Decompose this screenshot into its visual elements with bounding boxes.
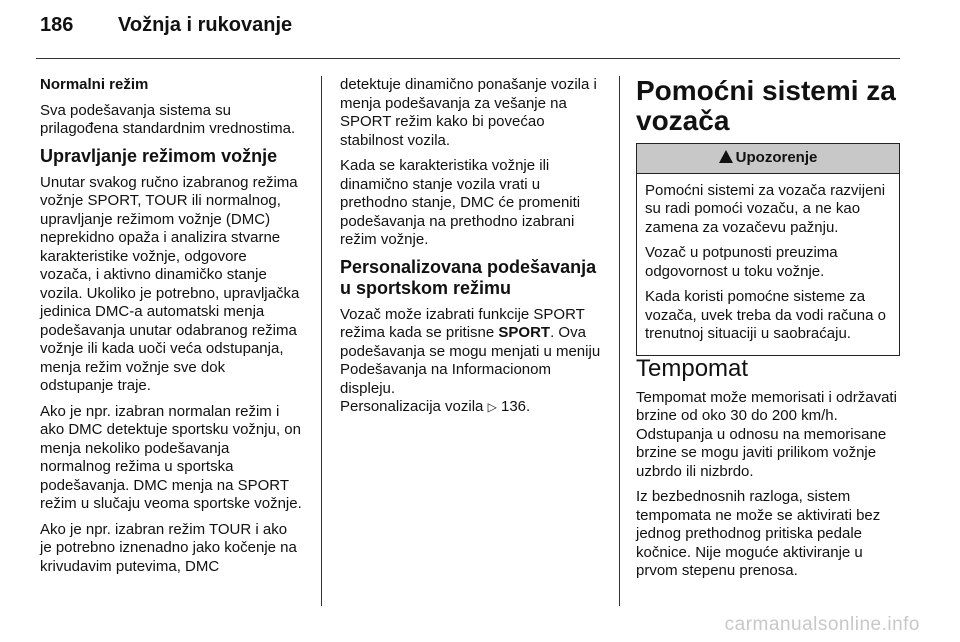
driver-assistance-title: Pomoćni sistemi za vozača: [636, 75, 896, 136]
page-reference-icon: ▷: [487, 400, 497, 414]
sport-personalization-text: Vozač može izabrati funkcije SPORT režima kada se pritisne SPORT. Ova podešavanja se mogu menjati u meniju Podešavanja na Informacionom displeju. Personalizacija vozila ▷ 136.: [340, 305, 601, 415]
warning-paragraph-3: Kada koristi pomoćne sisteme za vozača, uvek treba da vodi računa o trenutnoj situaciji u saobraćaju.: [645, 288, 886, 342]
header-rule: [36, 58, 900, 59]
dmc-paragraph-2: Ako je npr. izabran normalan režim i ako DMC detektuje sportsku vožnju, on menja nekoliko podešavanja normalnog režima u sportska podešavanja. DMC menja na SPORT režim u slučaju veoma sportske vožnje.: [40, 402, 302, 512]
tempomat-paragraph-1: Tempomat može memorisati i održavati brzine od oko 30 do 200 km/h. Odstupanja u odnosu na memorisane brzine se mogu javiti prilikom vožnje uzbrdo ili nizbrdo.: [636, 388, 897, 480]
column-3: [636, 76, 904, 588]
warning-paragraph-2: Vozač u potpunosti preuzima odgovornost u toku vožnje.: [645, 244, 838, 280]
warning-triangle-icon: [719, 150, 733, 163]
warning-body: [637, 174, 899, 355]
warning-header: [637, 144, 899, 174]
dmc-section-title: Upravljanje režimom vožnje: [40, 145, 278, 166]
personalization-page: 136.: [500, 398, 531, 415]
column-divider-1: [321, 76, 322, 606]
dmc-paragraph-3: Ako je npr. izabran režim TOUR i ako je potrebno iznenadno jako kočenje na krivudavim putevima, DMC: [40, 520, 297, 575]
sport-button-label: SPORT: [498, 324, 551, 341]
personalization-reference: Personalizacija vozila: [340, 398, 484, 415]
column-1: [40, 76, 302, 583]
column-divider-2: [619, 76, 620, 606]
watermark: carmanualsonline.info: [724, 614, 920, 635]
chapter-title: Vožnja i rukovanje: [118, 14, 293, 36]
warning-label: Upozorenje: [735, 149, 818, 166]
normal-mode-text: Sva podešavanja sistema su prilagođena standardnim vrednostima.: [40, 101, 296, 137]
dmc-paragraph-1: Unutar svakog ručno izabranog režima vožnje SPORT, TOUR ili normalnog, upravljanje režimom vožnje (DMC) neprekidno opaža i analizira stvarne karakteristike vožnje, odgovore vozača, i aktivno dinamičko stanje vozila. Ukoliko je potrebno, upravljačka jedinica DMC-a automatski menja podešavanja unutar odabranog režima vožnje ili kada uoči veća odstupanja, menja režim vožnje sve dok odstupanje traje.: [40, 173, 300, 394]
sport-personalization-title: Personalizovana podešavanja u sportskom režimu: [340, 256, 597, 298]
tempomat-paragraph-2: Iz bezbednosnih razloga, sistem tempomata ne može se aktivirati bez jednog prethodnog pritiska pedale kočnice. Nije moguće aktiviranje u prvom stepenu prenosa.: [636, 488, 881, 579]
dmc-paragraph-continued: detektuje dinamično ponašanje vozila i menja podešavanja za vešanje na SPORT režim kako bi povećao stabilnost vozila.: [340, 76, 597, 149]
dmc-paragraph-4: Kada se karakteristika vožnje ili dinamično stanje vozila vrati u prethodno stanje, DMC će promeniti podešavanja na prethodno izabrani režim vožnje.: [340, 157, 581, 248]
normal-mode-title: Normalni režim: [40, 76, 149, 93]
warning-paragraph-1: Pomoćni sistemi za vozača razvijeni su radi pomoći vozaču, a ne kao zamena za vozačevu pažnju.: [645, 181, 886, 236]
tempomat-title: Tempomat: [636, 354, 749, 382]
page-number: 186: [40, 14, 74, 36]
warning-box: [636, 143, 900, 356]
column-2: [340, 76, 602, 424]
